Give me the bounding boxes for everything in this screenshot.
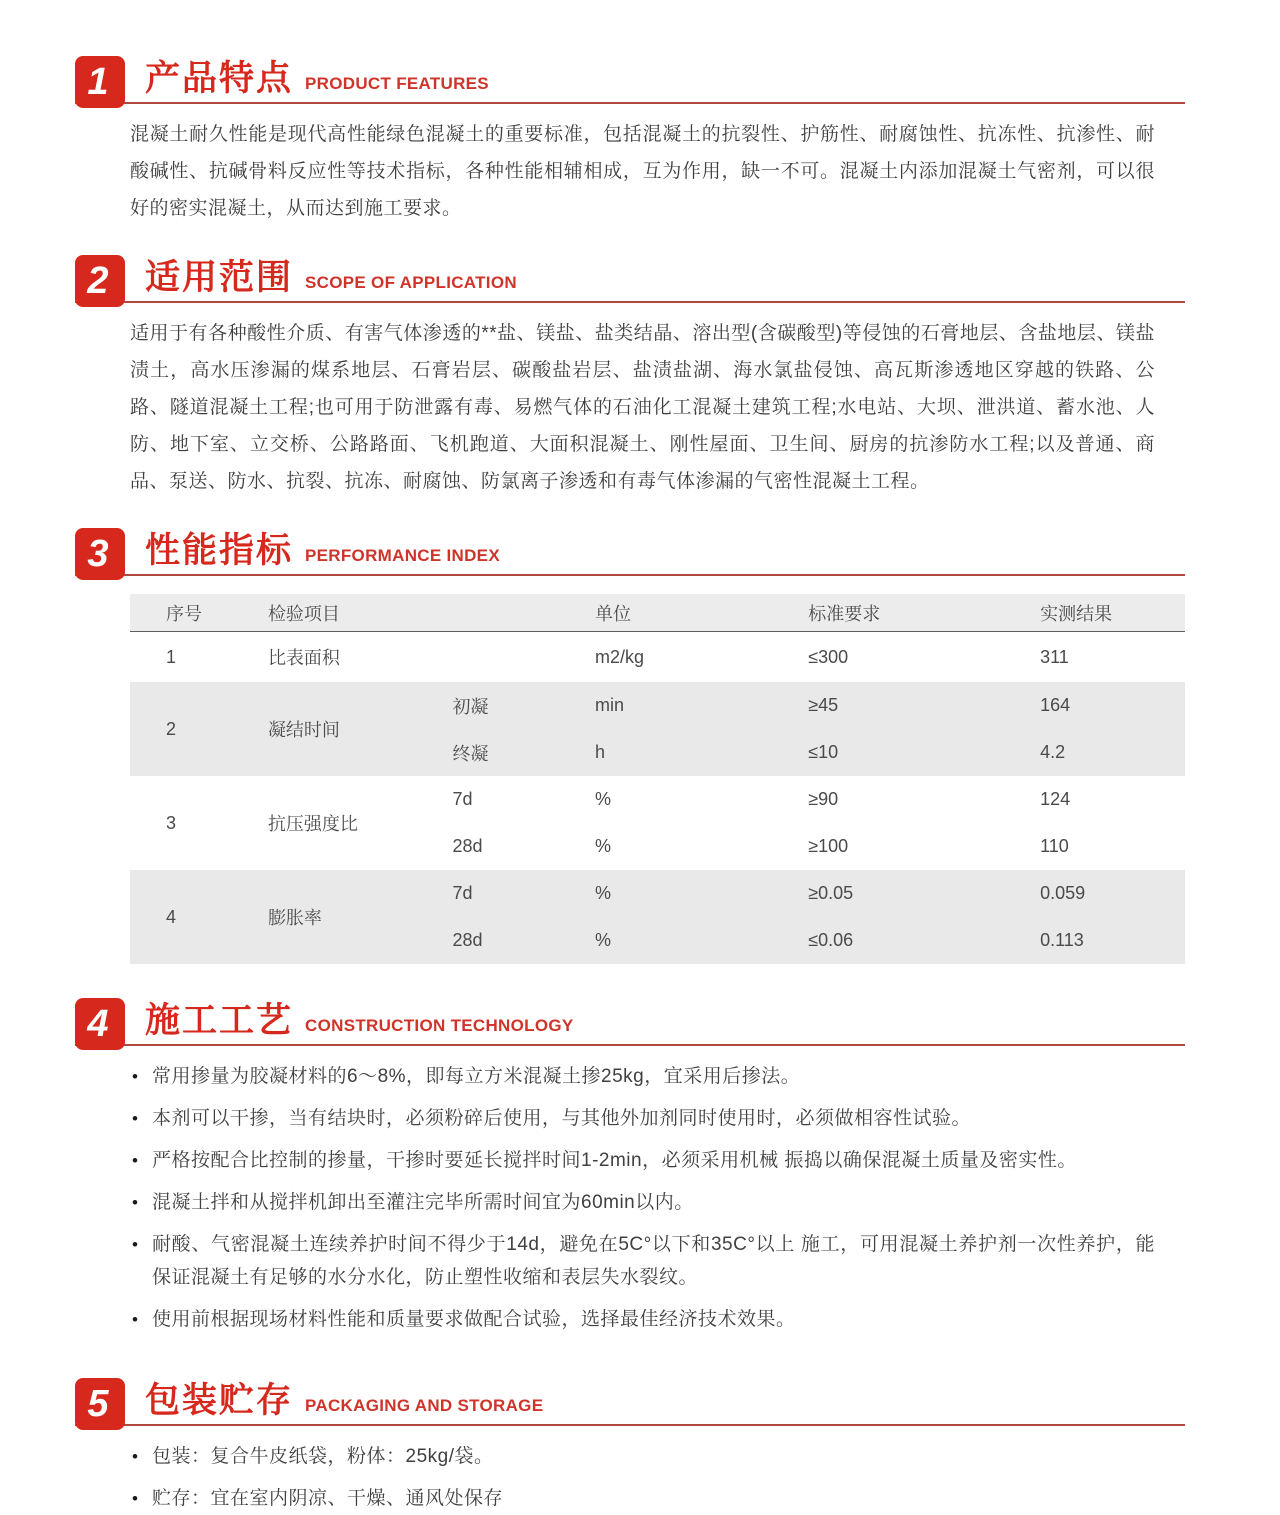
cell-result: 124 — [1040, 789, 1071, 809]
cell-requirement: ≤0.06 — [808, 930, 854, 950]
col-header-item: 检验项目 — [267, 603, 340, 624]
cell-no: 4 — [166, 906, 177, 927]
bullet-item: • 本剂可以干掺，当有结块时，必须粉碎后使用，与其他外加剂同时使用时，必须做相容性试验。 — [130, 1102, 1155, 1135]
bullet-item: • 混凝土拌和从搅拌机卸出至灌注完毕所需时间宜为60min以内。 — [130, 1186, 1155, 1219]
section-scope-of-application — [75, 243, 1185, 500]
packaging-bullet-list — [130, 1440, 1155, 1515]
section-performance-index — [75, 516, 1185, 964]
section-4-title: 施工工艺 — [145, 1001, 294, 1040]
section-4-subtitle-en: CONSTRUCTION TECHNOLOGY — [305, 1016, 574, 1035]
section-4-number-badge: 4 — [75, 998, 125, 1050]
cell-sub: 终凝 — [452, 743, 489, 764]
cell-sub: 7d — [452, 883, 473, 903]
col-header-no: 序号 — [166, 603, 202, 624]
cell-sub: 28d — [452, 930, 483, 950]
cell-requirement: ≥90 — [808, 789, 839, 809]
cell-unit: % — [595, 836, 612, 856]
section-5-header — [75, 1366, 1185, 1426]
section-2-number-badge: 2 — [75, 255, 125, 307]
bullet-item: • 常用掺量为胶凝材料的6～8%，即每立方米混凝土掺25kg，宜采用后掺法。 — [130, 1060, 1155, 1093]
cell-no: 1 — [166, 646, 177, 667]
section-3-number-badge: 3 — [75, 528, 125, 580]
section-3-subtitle-en: PERFORMANCE INDEX — [305, 546, 500, 565]
cell-requirement: ≤10 — [808, 742, 839, 762]
cell-requirement: ≥45 — [808, 695, 839, 715]
section-5-title: 包装贮存 — [145, 1381, 294, 1420]
cell-result: 311 — [1040, 646, 1069, 667]
cell-unit: % — [595, 883, 612, 903]
table-row — [130, 682, 1185, 776]
cell-no: 2 — [166, 718, 177, 739]
bullet-item: • 严格按配合比控制的掺量，干掺时要延长搅拌时间1-2min，必须采用机械 振捣以确保混凝土质量及密实性。 — [130, 1144, 1155, 1177]
cell-unit: m2/kg — [595, 646, 645, 667]
section-5-number-badge: 5 — [75, 1378, 125, 1430]
bullet-item: • 耐酸、气密混凝土连续养护时间不得少于14d，避免在5C°以下和35C°以上 施工，可用混凝土养护剂一次性养护，能保证混凝土有足够的水分水化，防止塑性收缩和表层失水裂纹。 — [130, 1228, 1155, 1294]
table-header-row — [130, 594, 1185, 632]
section-1-number-badge: 1 — [75, 56, 125, 108]
cell-unit: min — [595, 695, 625, 715]
product-features-paragraph: 混凝土耐久性能是现代高性能绿色混凝土的重要标准，包括混凝土的抗裂性、护筋性、耐腐蚀性、抗冻性、抗渗性、耐酸碱性、抗碱骨料反应性等技术指标，各种性能相辅相成，互为作用，缺一不可。混凝土内添加混凝土气密剂，可以很好的密实混凝土，从而达到施工要求。 — [130, 124, 1155, 219]
cell-requirement: ≥100 — [808, 836, 849, 856]
cell-result: 164 — [1040, 695, 1071, 715]
section-3-header — [75, 516, 1185, 576]
section-product-features — [75, 44, 1185, 227]
section-5-subtitle-en: PACKAGING AND STORAGE — [305, 1396, 544, 1415]
cell-result: 0.059 — [1040, 883, 1086, 903]
cell-unit: % — [595, 789, 612, 809]
cell-sub: 28d — [452, 836, 483, 856]
section-1-header — [75, 44, 1185, 104]
cell-result: 110 — [1040, 836, 1069, 856]
bullet-item: • 包装：复合牛皮纸袋，粉体：25kg/袋。 — [130, 1440, 1155, 1473]
table-row — [130, 870, 1185, 964]
scope-paragraph: 适用于有各种酸性介质、有害气体渗透的**盐、镁盐、盐类结晶、溶出型(含碳酸型)等侵蚀的石膏地层、含盐地层、镁盐渍土，高水压渗漏的煤系地层、石膏岩层、碳酸盐岩层、盐渍盐湖、海水氯盐侵蚀、高瓦斯渗透地区穿越的铁路、公路、隧道混凝土工程;也可用于防泄露有毒、易燃气体的石油化工混凝土建筑工程;水电站、大坝、泄洪道、蓄水池、人防、地下室、立交桥、公路路面、飞机跑道、大面积混凝土、刚性屋面、卫生间、厨房的抗渗防水工程;以及普通、商品、泵送、防水、抗裂、抗冻、耐腐蚀、防氯离子渗透和有毒气体渗漏的气密性混凝土工程。 — [130, 323, 1155, 492]
section-1-title: 产品特点 — [145, 59, 294, 98]
section-2-title: 适用范围 — [145, 258, 294, 297]
section-1-subtitle-en: PRODUCT FEATURES — [305, 74, 489, 93]
table-row — [130, 776, 1185, 870]
bullet-item: • 贮存：宜在室内阴凉、干燥、通风处保存 — [130, 1482, 1155, 1515]
cell-item: 比表面积 — [267, 648, 340, 668]
construction-bullet-list — [130, 1060, 1155, 1336]
cell-item: 膨胀率 — [267, 908, 322, 928]
cell-result: 0.113 — [1040, 930, 1084, 950]
cell-requirement: ≥0.05 — [808, 883, 854, 903]
section-2-header — [75, 243, 1185, 303]
col-header-requirement: 标准要求 — [808, 603, 881, 624]
bullet-item: • 使用前根据现场材料性能和质量要求做配合试验，选择最佳经济技术效果。 — [130, 1303, 1155, 1336]
section-packaging-storage — [75, 1366, 1185, 1515]
col-header-result: 实测结果 — [1040, 603, 1113, 624]
cell-sub: 7d — [452, 789, 473, 809]
col-header-unit: 单位 — [595, 603, 631, 624]
cell-item: 抗压强度比 — [267, 814, 358, 834]
section-3-title: 性能指标 — [145, 531, 294, 570]
cell-result: 4.2 — [1040, 742, 1066, 762]
table-row — [130, 632, 1185, 682]
performance-table — [130, 594, 1185, 964]
cell-requirement: ≤300 — [808, 646, 849, 667]
section-4-header — [75, 986, 1185, 1046]
section-construction-technology — [75, 986, 1185, 1336]
cell-sub: 初凝 — [452, 696, 489, 717]
cell-item: 凝结时间 — [267, 720, 340, 740]
cell-no: 3 — [166, 812, 177, 833]
cell-unit: % — [595, 930, 612, 950]
section-2-subtitle-en: SCOPE OF APPLICATION — [305, 273, 517, 292]
cell-unit: h — [595, 742, 606, 762]
